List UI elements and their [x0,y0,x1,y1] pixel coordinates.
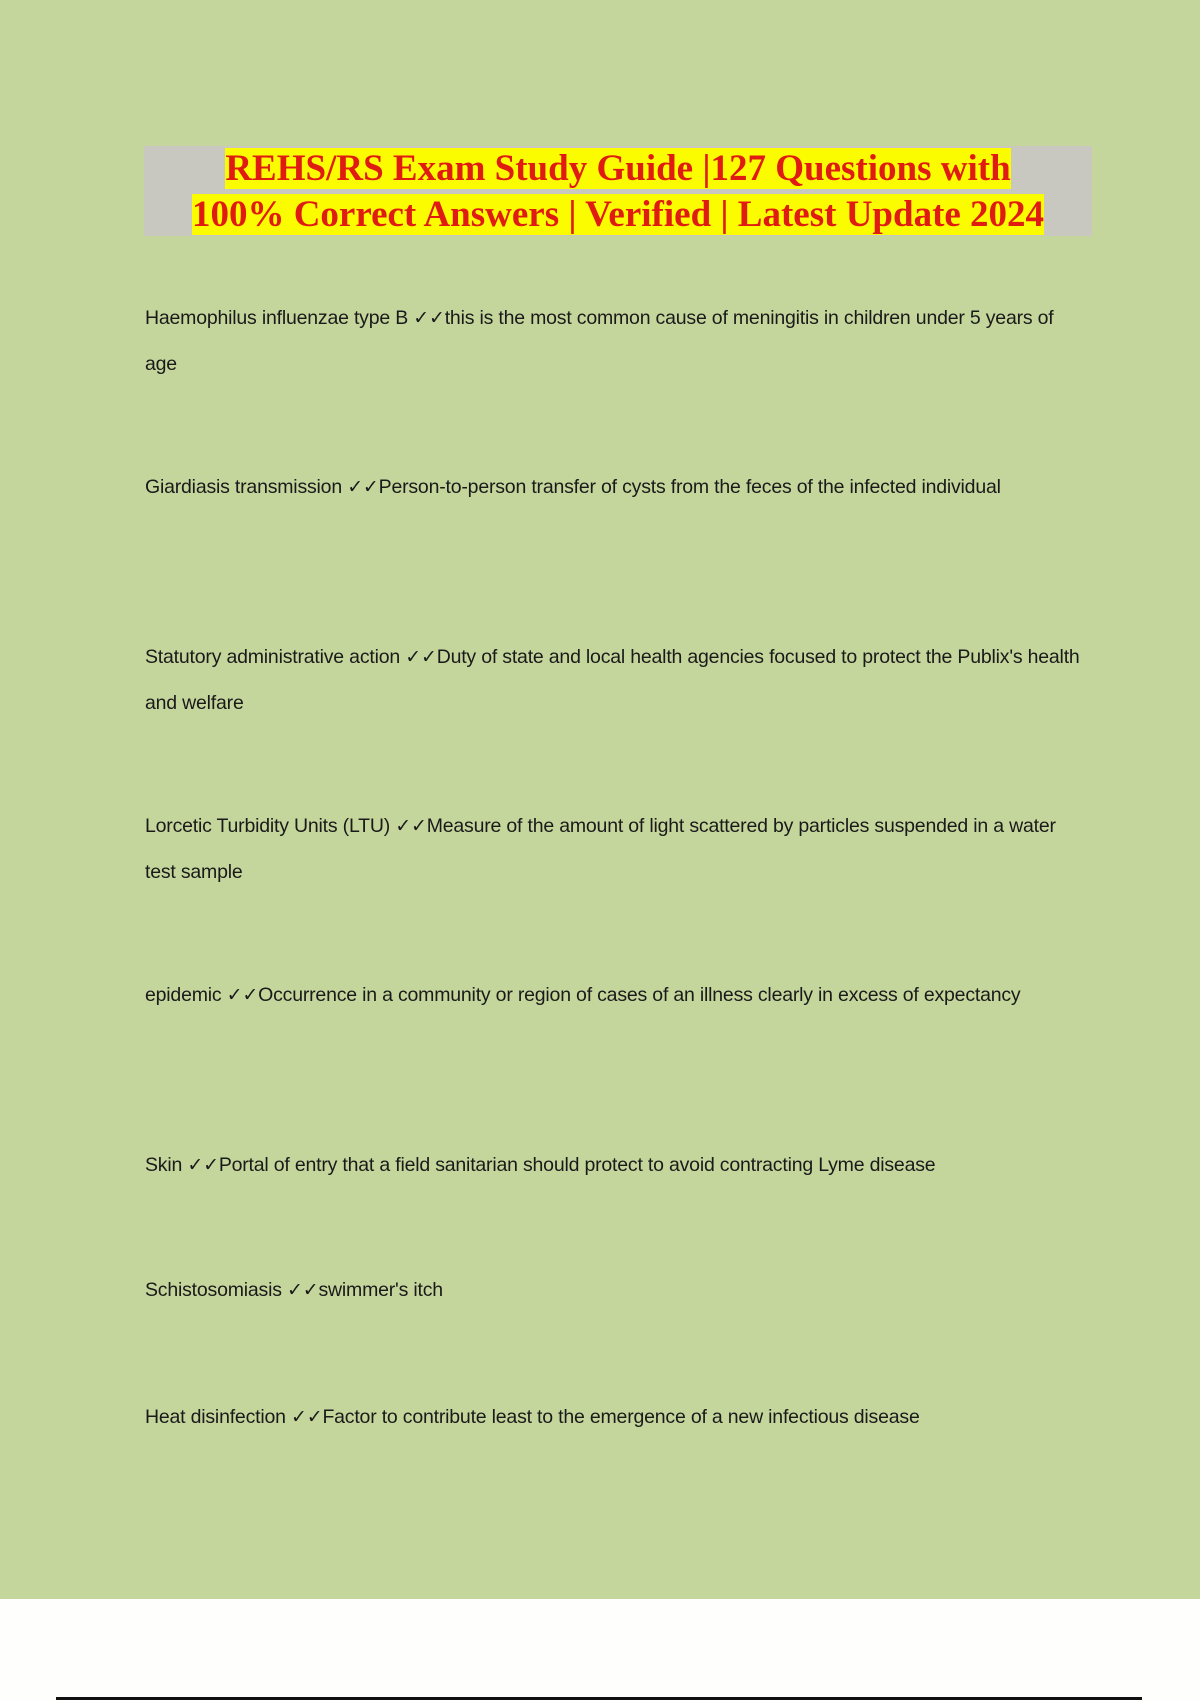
qa-item [145,634,1090,726]
qa-item [145,1394,1145,1440]
qa-item [145,1142,1145,1188]
qa-item [145,803,1090,895]
answer-text: Portal of entry that a field sanitarian should protect to avoid contracting Lyme disease [218,1154,936,1176]
qa-item [145,1267,1090,1313]
question-term: Statutory administrative action [145,646,401,668]
double-check-icon: ✓✓ [287,1279,319,1301]
answer-text: Person-to-person transfer of cysts from the feces of the infected individual [378,476,1001,498]
answer-text: Measure of the amount of light scattered by particles suspended in a water test sample [145,815,1056,883]
double-check-icon: ✓✓ [347,476,379,498]
question-term: Giardiasis transmission [145,476,342,498]
answer-text: this is the most common cause of meningitis in children under 5 years of age [145,307,1054,375]
question-term: Schistosomiasis [145,1279,282,1301]
title-line-1: REHS/RS Exam Study Guide |127 Questions with [225,148,1011,189]
document-title [144,146,1092,238]
question-term: Lorcetic Turbidity Units (LTU) [145,815,391,837]
answer-text: Duty of state and local health agencies focused to protect the Publix's health and welfare [145,646,1080,714]
question-term: Haemophilus influenzae type B [145,307,409,329]
double-check-icon: ✓✓ [413,307,445,329]
qa-item [145,972,1090,1018]
qa-item [145,295,1090,387]
double-check-icon: ✓✓ [226,984,259,1006]
answer-text: Factor to contribute least to the emergence of a new infectious disease [322,1406,920,1428]
double-check-icon: ✓✓ [187,1154,219,1176]
question-term: Heat disinfection [145,1406,286,1428]
answer-text: swimmer's itch [318,1279,443,1301]
qa-item [145,464,1090,510]
double-check-icon: ✓✓ [395,815,427,837]
double-check-icon: ✓✓ [290,1406,323,1428]
double-check-icon: ✓✓ [405,646,437,668]
answer-text: Occurrence in a community or region of cases of an illness clearly in excess of expectancy [258,984,1021,1006]
question-term: Skin [145,1154,183,1176]
title-line-2: 100% Correct Answers | Verified | Latest Update 2024 [191,194,1045,235]
question-term: epidemic [145,984,222,1006]
